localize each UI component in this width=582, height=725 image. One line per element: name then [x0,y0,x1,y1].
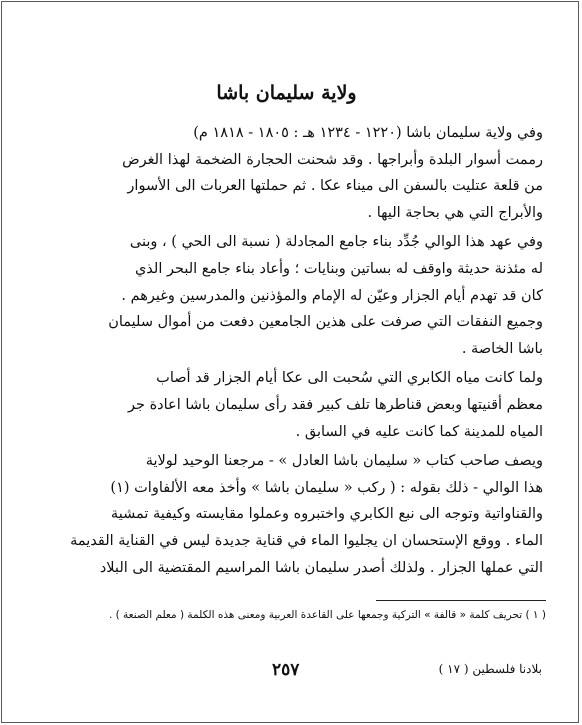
paragraph-1 [30,120,543,226]
paragraph-4 [30,448,543,581]
text-line: الماء . ووقع الإستحسان ان يجليوا الماء في قناية جديدة ليس في القناية القديمة [70,532,543,549]
text-line: ولما كانت مياه الكابري التي سُحبت الى عكا أيام الجزار قد أصاب [156,370,543,387]
text-line: له مئذنة حديثة واوقف له بساتين وبنايات ؛ وأعاد بناء جامع البحر الذي [134,260,543,277]
text-line: والأبراج التي هي بحاجة اليها . [367,204,543,221]
text-line: ويصف صاحب كتاب « سليمان باشا العادل » - مرجعنا الوحيد لولاية [145,453,543,470]
paragraph-3 [30,365,543,445]
paragraph-2 [30,229,543,362]
text-line: من قلعة عتليت بالسفن الى ميناء عكا . ثم حملتها العربات الى الأسوار [127,178,543,195]
text-line: معظم أقنيتها وبعض قناطرها تلف كبير فقد رأى سليمان باشا اعادة جر [128,396,543,413]
document-page [30,80,543,584]
footnote: ( ١ ) تحريف كلمة « قالفة » التركية وجمعها على القاعدة العربية ومعنى هذه الكلمة ( معلم الصنعة ) . [108,609,546,621]
text-line: والقناواتية وتوجه الى نبع الكابري واختبروه وعملوا مقايسته وكيفية تمشية [110,506,543,523]
text-line: وجميع النفقات التي صرفت على هذين الجامعين دفعت من أموال سليمان [108,314,543,331]
page-title: ولاية سليمان باشا [216,82,357,104]
text-line: وفي ولاية سليمان باشا (١٢٢٠ - ١٢٣٤ هـ : ١٨٠٥ - ١٨١٨ م) [193,125,543,141]
text-line: المياه للمدينة كما كانت عليه في السابق . [295,423,543,440]
text-line: وفي عهد هذا الوالي جُدِّد بناء جامع المجادلة ( نسبة الى الحي ) ، وبنى [129,234,543,251]
page-number: ٢٥٧ [272,660,300,680]
text-line: التي عملها الجزار . ولذلك أصدر سليمان باشا المراسيم المقتضية الى البلاد [99,559,543,576]
text-line: باشا الخاصة . [461,340,543,357]
running-title: بلادنا فلسطين ( ١٧ ) [438,662,542,676]
text-line: كان قد تهدم أيام الجزار وعيّن له الإمام والمؤذنين والمدرسين وغيرهم . [121,287,543,304]
page-footer [0,660,580,680]
text-line: هذا الوالي - ذلك بقوله : ( ركب « سليمان باشا » وأخذ معه الألفاوات (١) [110,479,543,496]
footnote-divider [376,600,546,601]
text-line: رممت أسوار البلدة وأبراجها . وقد شحنت الحجارة الضخمة لهذا الغرض [122,151,543,168]
